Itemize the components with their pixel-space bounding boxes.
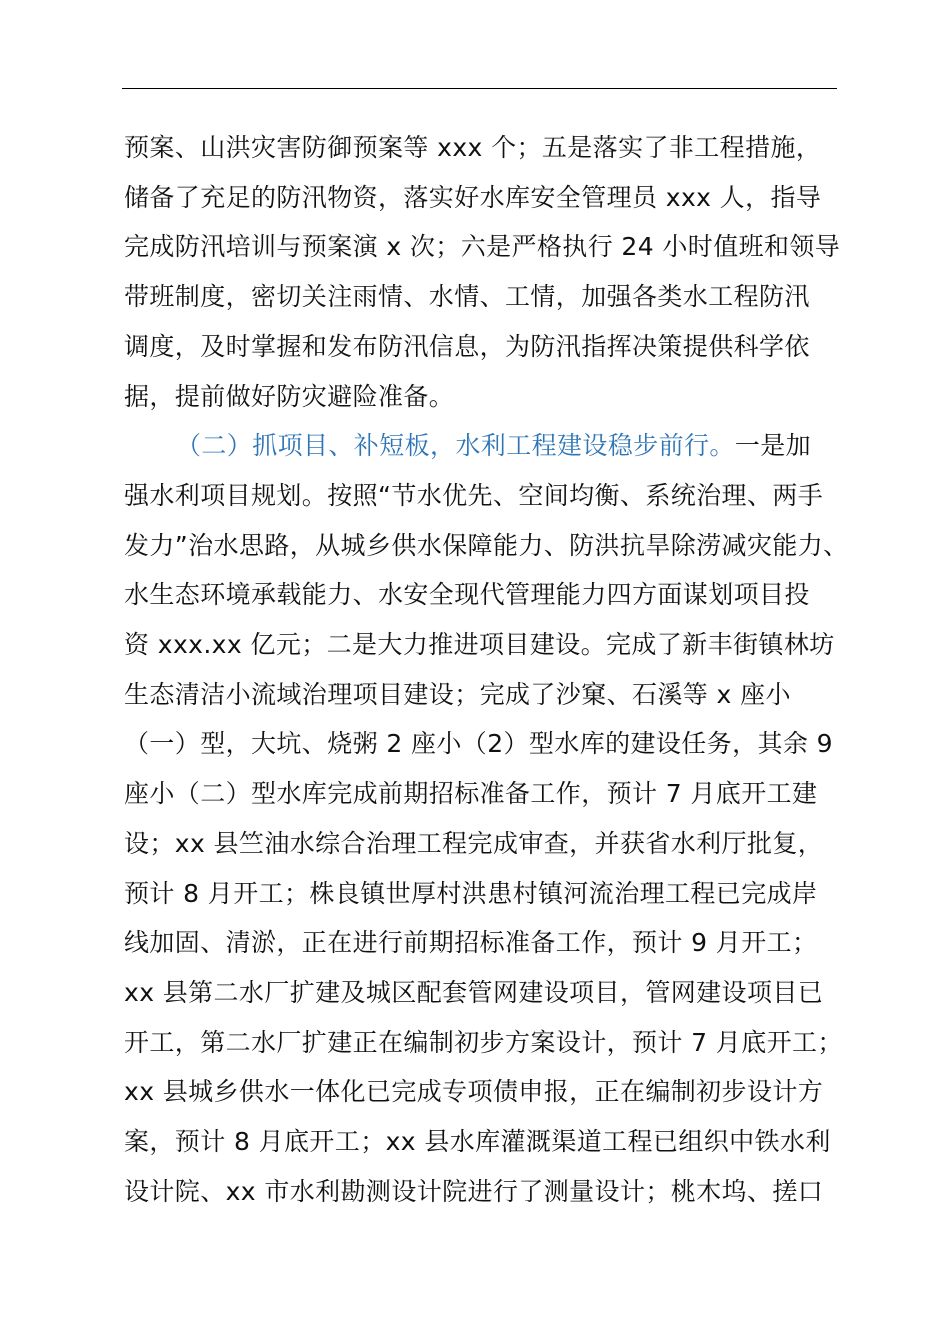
text-segment: 一是加 [734,431,812,461]
text-line [124,1021,843,1065]
text-segment: 预案、山洪灾害防御预案等 xxx 个；五是落实了非工程措施， [124,133,822,162]
text-segment: 强水利项目规划。按照“节水优先、空间均衡、系统治理、两手 [124,480,824,510]
text-line [176,424,811,468]
text-line [124,225,840,269]
text-line [124,673,791,717]
header-rule [122,88,837,89]
text-segment: 案，预计 8 月底开工；xx 县水库灌溉渠道工程已组织中铁水利 [124,1127,831,1156]
text-segment: 生态清洁小流域治理项目建设；完成了沙窠、石溪等 x 座小 [124,679,791,709]
text-line [124,1070,823,1114]
text-line [124,921,817,965]
text-line [124,375,454,419]
text-segment: 座小（二）型水库完成前期招标准备工作，预计 7 月底开工建 [124,779,818,809]
text-segment: 预计 8 月开工；株良镇世厚村洪患村镇河流治理工程已完成岸 [124,878,818,908]
text-segment: 据，提前做好防灾避险准备。 [124,381,455,411]
text-segment: 设计院、xx 市水利勘测设计院进行了测量设计；桃木坞、搓口 [124,1176,824,1206]
text-segment: 完成防汛培训与预案演 x 次；六是严格执行 24 小时值班和领导 [124,232,841,262]
text-line [124,126,821,170]
text-line [124,822,823,866]
text-line [124,573,810,617]
text-segment: 调度，及时掌握和发布防汛信息，为防汛指挥决策提供科学依 [124,331,810,361]
text-segment: 储备了充足的防汛物资，落实好水库安全管理员 xxx 人，指导 [124,182,822,212]
text-line [124,722,833,766]
section-heading: （二）抓项目、补短板，水利工程建设稳步前行。 [176,431,735,461]
text-line [124,325,810,369]
text-line [124,1170,823,1214]
text-segment: （一）型，大坑、烧粥 2 座小（2）型水库的建设任务，其余 9 [124,729,833,759]
text-segment: 资 xxx.xx 亿元；二是大力推进项目建设。完成了新丰街镇林坊 [124,630,835,659]
text-line [124,623,835,667]
text-segment: 开工，第二水厂扩建正在编制初步方案设计，预计 7 月底开工； [124,1027,843,1057]
text-line [124,176,821,220]
text-segment: 带班制度，密切关注雨情、水情、工情，加强各类水工程防汛 [124,282,810,312]
text-line [124,872,817,916]
text-segment: 水生态环境承载能力、水安全现代管理能力四方面谋划项目投 [124,580,810,610]
text-segment: 设；xx 县竺油水综合治理工程完成审查，并获省水利厅批复， [124,828,824,858]
text-segment: 发力”治水思路，从城乡供水保障能力、防洪抗旱除涝减灾能力、 [124,530,849,560]
text-line [124,772,817,816]
text-line [124,275,810,319]
text-line [124,971,823,1015]
text-segment: xx 县第二水厂扩建及城区配套管网建设项目，管网建设项目已 [124,977,824,1007]
text-line [124,524,849,568]
text-segment: xx 县城乡供水一体化已完成专项债申报，正在编制初步设计方 [124,1077,824,1107]
text-line [124,1120,831,1164]
text-line [124,474,823,518]
text-segment: 线加固、清淤，正在进行前期招标准备工作，预计 9 月开工； [124,928,818,958]
